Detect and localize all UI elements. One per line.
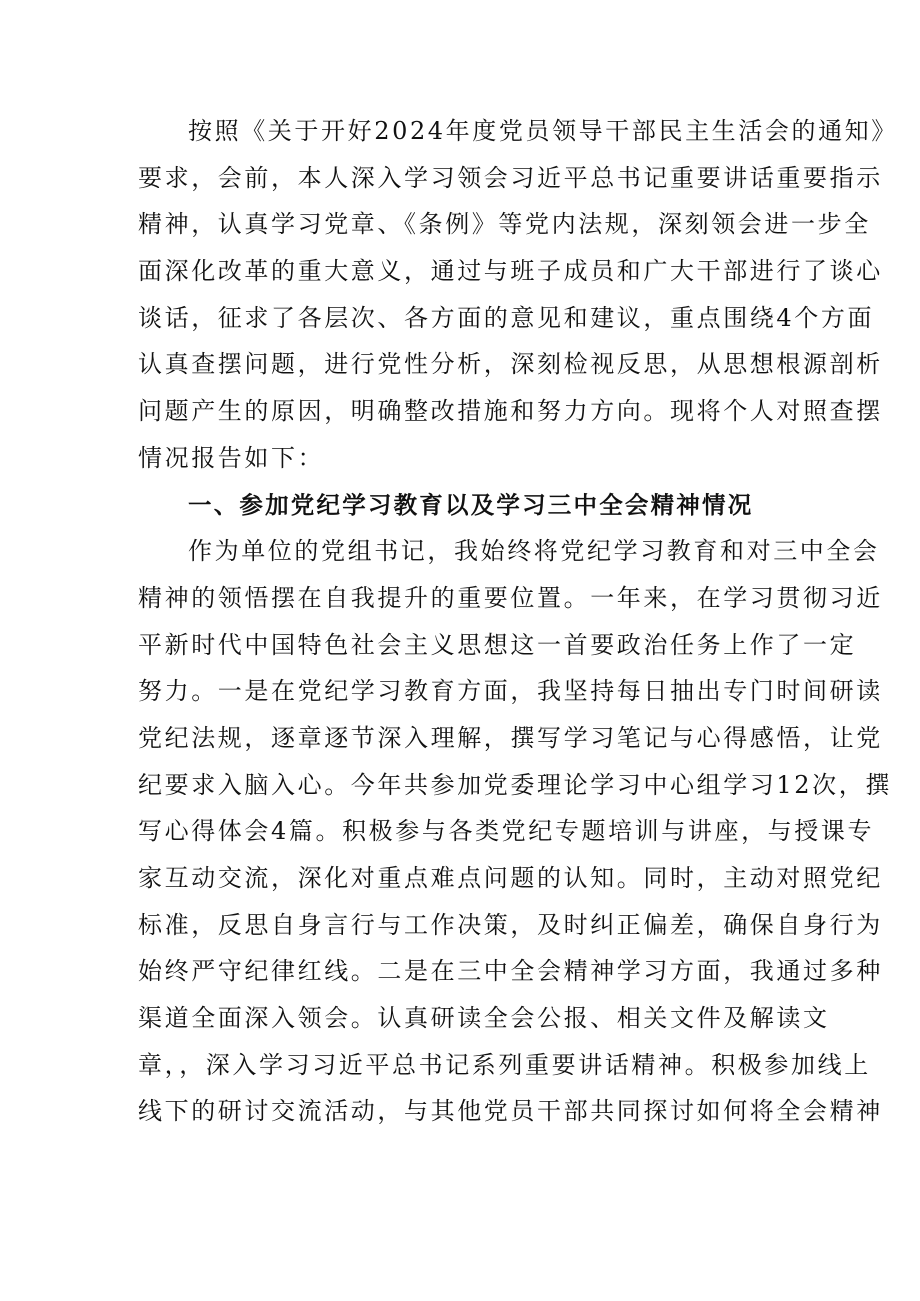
intro-line: 问题产生的原因，明确整改措施和努力方向。现将个人对照查摆 (138, 397, 883, 426)
body-line: 努力。一是在党纪学习教育方面，我坚持每日抽出专门时间研读 (138, 677, 883, 706)
intro-line: 按照《关于开好2024年度党员领导干部民主生活会的通知》 (188, 117, 898, 145)
intro-line: 认真查摆问题，进行党性分析，深刻检视反思，从思想根源剖析 (138, 350, 883, 379)
body-line: 精神的领悟摆在自我提升的重要位置。一年来，在学习贯彻习近 (138, 583, 883, 612)
section-heading: 一、参加党纪学习教育以及学习三中全会精神情况 (188, 490, 754, 519)
intro-line: 谈话，征求了各层次、各方面的意见和建议，重点围绕4个方面 (138, 303, 875, 332)
document-body (138, 108, 898, 1135)
body-line: 纪要求入脑入心。今年共参加党委理论学习中心组学习12次，撰 (138, 770, 892, 799)
body-line: 家互动交流，深化对重点难点问题的认知。同时，主动对照党纪 (138, 864, 883, 892)
body-line: 线下的研讨交流活动，与其他党员干部共同探讨如何将全会精神 (138, 1097, 883, 1126)
body-line: 标准，反思自身言行与工作决策，及时纠正偏差，确保自身行为 (138, 910, 883, 939)
intro-line: 要求，会前，本人深入学习领会习近平总书记重要讲话重要指示 (138, 163, 883, 192)
body-line: 渠道全面深入领会。认真研读全会公报、相关文件及解读文 (138, 1004, 830, 1033)
intro-line: 精神，认真学习党章、《条例》等党内法规，深刻领会进一步全 (138, 210, 871, 239)
body-line: 平新时代中国特色社会主义思想这一首要政治任务上作了一定 (138, 630, 857, 659)
body-line: 章，，深入学习习近平总书记系列重要讲话精神。积极参加线上 (138, 1050, 871, 1079)
body-line: 始终严守纪律红线。二是在三中全会精神学习方面，我通过多种 (138, 957, 883, 986)
intro-line: 情况报告如下： (138, 443, 325, 472)
intro-line: 面深化改革的重大意义，通过与班子成员和广大干部进行了谈心 (138, 257, 883, 286)
body-line: 作为单位的党组书记，我始终将党纪学习教育和对三中全会 (188, 537, 880, 566)
body-line: 党纪法规，逐章逐节深入理解，撰写学习笔记与心得感悟，让党 (138, 723, 883, 752)
body-line: 写心得体会4篇。积极参与各类党纪专题培训与讲座，与授课专 (138, 817, 875, 846)
